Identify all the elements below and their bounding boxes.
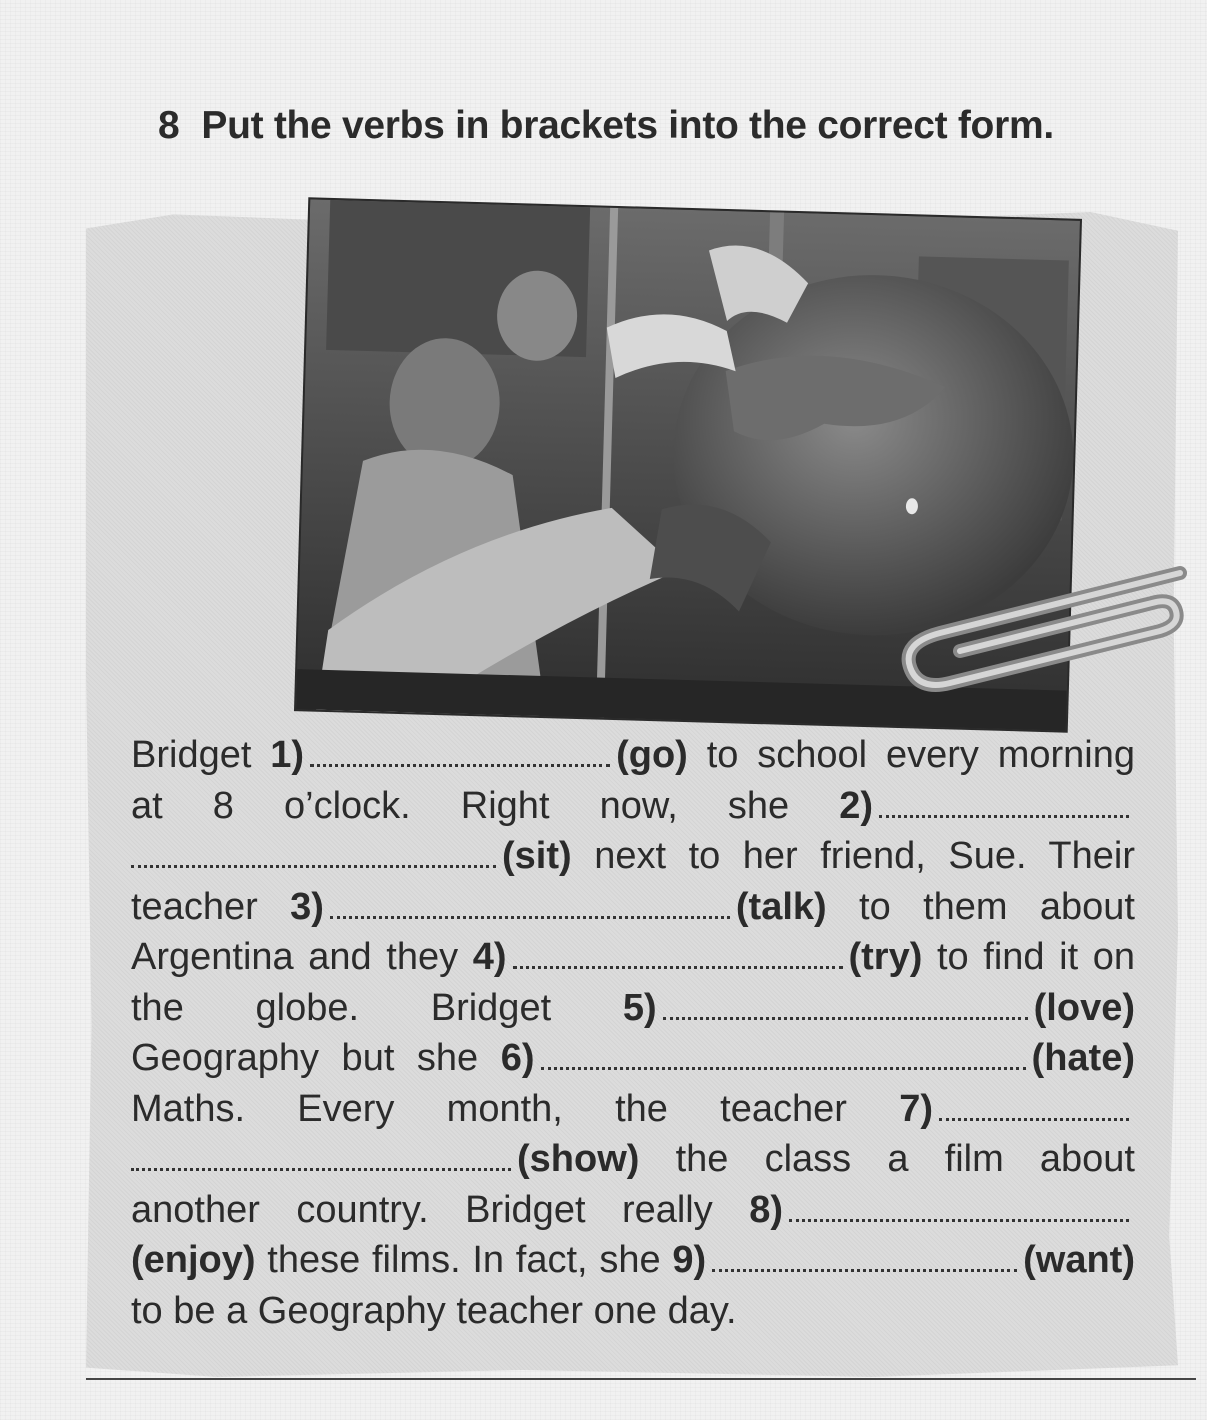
answer-blank-2[interactable] xyxy=(879,815,1129,818)
passage-text: to be a Geography teacher one day. xyxy=(131,1289,737,1332)
answer-blank-2-continued[interactable] xyxy=(131,865,496,868)
passage-text: the class a film about another country. Bridget really xyxy=(131,1138,1135,1231)
verb-hint-6: (hate) xyxy=(1031,1037,1135,1079)
passage-text: next to her friend, Sue. Their teacher xyxy=(131,835,1135,928)
answer-blank-8[interactable] xyxy=(789,1219,1129,1222)
answer-blank-4[interactable] xyxy=(513,966,843,969)
verb-hint-7: (show) xyxy=(517,1138,640,1180)
passage-text: to them about Argentina and they xyxy=(131,885,1135,978)
exercise-number: 8 xyxy=(158,104,180,147)
answer-blank-5[interactable] xyxy=(663,1017,1028,1020)
answer-blank-7[interactable] xyxy=(939,1118,1129,1121)
answer-blank-7-continued[interactable] xyxy=(131,1168,511,1171)
exercise-heading xyxy=(158,104,1158,148)
verb-hint-2: (sit) xyxy=(502,835,572,877)
paper-clip-icon xyxy=(880,555,1200,695)
passage-text: these films. In fact, she xyxy=(267,1239,661,1281)
passage-text: Bridget xyxy=(131,734,252,776)
answer-blank-9[interactable] xyxy=(712,1269,1017,1272)
answer-blank-1[interactable] xyxy=(310,764,610,767)
exercise-passage xyxy=(131,730,1135,1336)
gap-number-3: 3) xyxy=(290,885,324,928)
verb-hint-8: (enjoy) xyxy=(131,1239,256,1281)
verb-hint-9: (want) xyxy=(1023,1239,1135,1281)
gap-number-1: 1) xyxy=(270,734,305,776)
verb-hint-4: (try) xyxy=(848,936,923,978)
gap-number-6: 6) xyxy=(500,1037,535,1079)
answer-blank-6[interactable] xyxy=(541,1067,1026,1070)
gap-number-5: 5) xyxy=(622,986,657,1029)
gap-number-7: 7) xyxy=(899,1087,933,1130)
gap-number-9: 9) xyxy=(672,1239,707,1281)
passage-text: Maths. Every month, the teacher xyxy=(131,1087,847,1130)
passage-text: to find it on the globe. Bridget xyxy=(131,936,1136,1029)
paper-bottom-edge xyxy=(86,1378,1196,1380)
answer-blank-3[interactable] xyxy=(330,916,730,919)
verb-hint-1: (go) xyxy=(616,734,688,776)
gap-number-8: 8) xyxy=(749,1188,783,1231)
gap-number-4: 4) xyxy=(472,936,507,978)
verb-hint-5: (love) xyxy=(1033,986,1135,1029)
gap-number-2: 2) xyxy=(839,784,873,827)
passage-text: Geography but she xyxy=(131,1037,479,1079)
verb-hint-3: (talk) xyxy=(735,885,827,928)
exercise-instruction: Put the verbs in brackets into the correct form. xyxy=(201,104,1054,147)
passage-text: to school every morning at 8 o’clock. Right now, she xyxy=(131,734,1136,827)
